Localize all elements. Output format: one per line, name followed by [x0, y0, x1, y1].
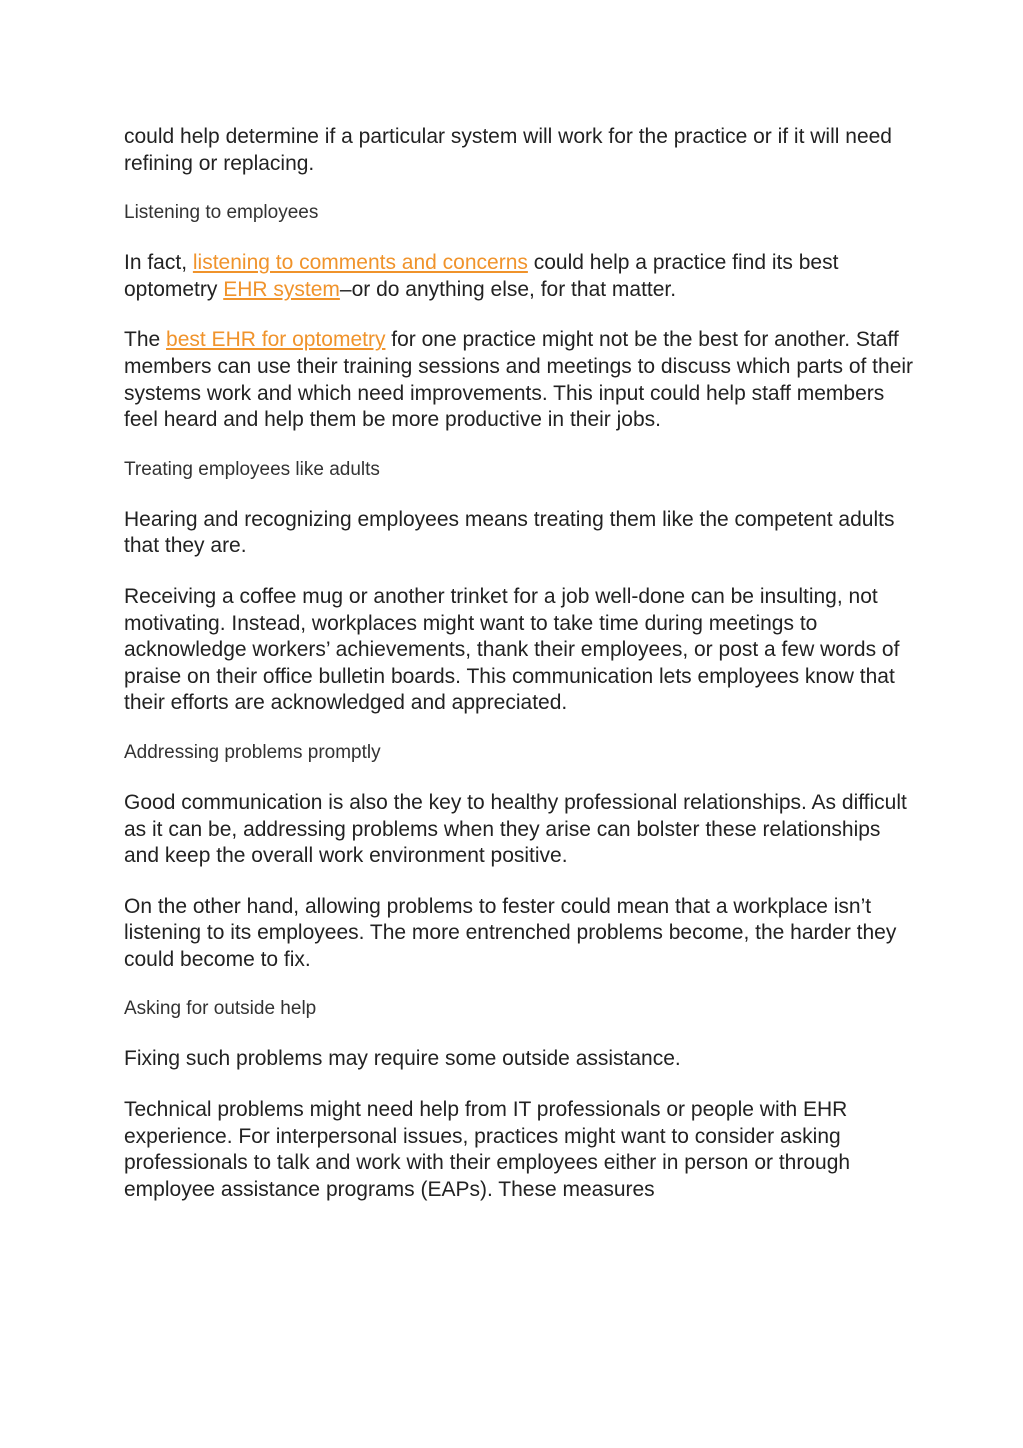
section-heading-outside-help: Asking for outside help	[124, 998, 317, 1020]
paragraph-listening	[124, 250, 914, 303]
section-heading-listening: Listening to employees	[124, 202, 319, 224]
section-heading-treating: Treating employees like adults	[124, 458, 380, 480]
link-best-ehr-for-optometry[interactable]: best EHR for optometry	[166, 328, 386, 352]
link-listening-to-comments[interactable]: listening to comments and concerns	[192, 251, 528, 275]
document-page	[124, 124, 914, 1227]
paragraph-receiving: Receiving a coffee mug or another trinket for a job well-done can be insulting, not motivating. Instead, workplaces might want to take time during meetings to acknowledge workers’ achievements, thank their employees, or post a few words of praise on their office bulletin boards. This communication lets employees know that their efforts are acknowledged and appreciated.	[124, 584, 900, 715]
text-segment: –or do anything else, for that matter.	[339, 277, 677, 301]
text-segment: In fact,	[124, 251, 193, 275]
section-heading-addressing: Addressing problems promptly	[124, 741, 381, 763]
paragraph-other-hand: On the other hand, allowing problems to fester could mean that a workplace isn’t listening to its employees. The more entrenched problems become, the harder they could become to fix.	[124, 894, 897, 971]
paragraph-fixing: Fixing such problems may require some outside assistance.	[124, 1047, 681, 1071]
paragraph-hearing: Hearing and recognizing employees means treating them like the competent adults that they are.	[124, 507, 895, 558]
paragraph-best-ehr	[124, 327, 914, 433]
text-segment: could help a practice find its best optometry	[124, 251, 839, 301]
paragraph-technical: Technical problems might need help from IT professionals or people with EHR experience. For interpersonal issues, practices might want to consider asking professionals to talk and work with their employees either in person or through employee assistance programs (EAPs). These measures	[124, 1098, 851, 1201]
paragraph-good-communication: Good communication is also the key to healthy professional relationships. As difficult as it can be, addressing problems when they arise can bolster these relationships and keep the overall work environment positive.	[124, 790, 907, 868]
link-ehr-system[interactable]: EHR system	[223, 277, 340, 301]
text-segment: for one practice might not be the best for another. Staff members can use their training sessions and meetings to discuss which parts of their systems work and which need improvements. This input could help staff members feel heard and help them be more productive in their jobs.	[124, 328, 914, 432]
text-segment: The	[124, 328, 167, 352]
paragraph-intro: could help determine if a particular system will work for the practice or if it will need refining or replacing.	[124, 125, 892, 175]
